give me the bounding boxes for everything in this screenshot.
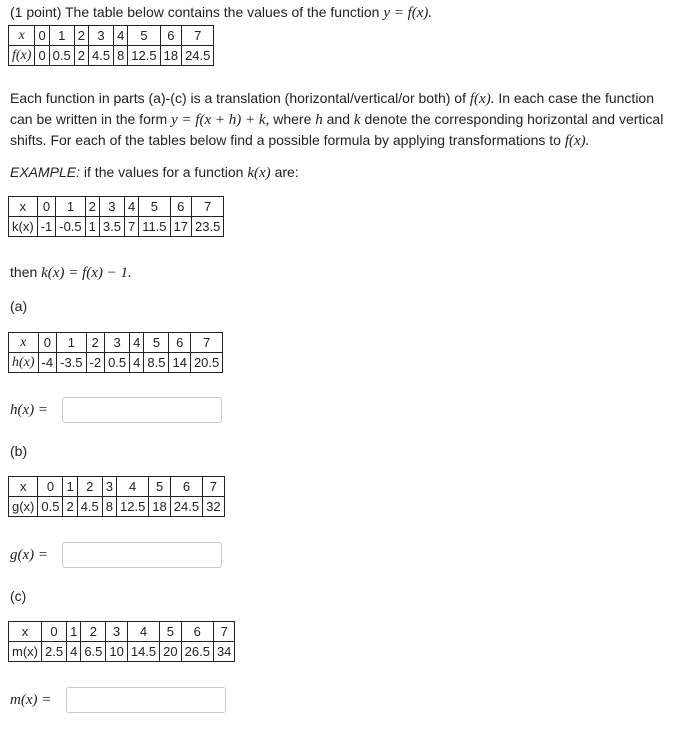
table-header-cell: 6 [170, 197, 191, 217]
table-value-row [9, 642, 235, 662]
table-value-cell: 1 [85, 217, 99, 237]
table-header-cell: 4 [124, 197, 138, 217]
table-value-cell: 10 [106, 642, 127, 662]
table-value-cell: 0 [35, 46, 49, 66]
table-value-cell: 18 [160, 46, 181, 66]
table-header-cell: 5 [144, 333, 169, 353]
table-value-cell: 4 [67, 642, 81, 662]
table-value-cell: -4 [38, 353, 57, 373]
table-value-cell: 0.5 [49, 46, 74, 66]
description-paragraph: Each function in parts (a)-(c) is a translation (horizontal/vertical/or both) of f(x). In each case the function can be written in the form y = f(x + h) + k, where h and k denote the corresponding horizontal and vertical shifts. For each of the tables below find a possible formula by applying transformations to f(x). [10, 90, 664, 149]
table-header-row [9, 622, 235, 642]
answer-label-g: g(x) = [10, 547, 49, 563]
table-header-cell: 7 [192, 197, 224, 217]
table-header-cell: 1 [56, 197, 85, 217]
table-header-cell: 5 [160, 622, 181, 642]
table-value-cell: 12.5 [128, 46, 160, 66]
table-header-cell: 2 [86, 333, 105, 353]
table-value-cell: 20 [160, 642, 181, 662]
table-value-cell: 4.5 [77, 497, 102, 517]
problem-intro [10, 2, 670, 23]
part-a-label: (a) [10, 298, 28, 314]
table-header-cell: 6 [181, 622, 213, 642]
table-header-cell: 0 [38, 477, 63, 497]
table-value-cell: 20.5 [190, 353, 222, 373]
answer-label-m: m(x) = [10, 692, 52, 708]
table-header-cell: 3 [99, 197, 124, 217]
table-header-cell: 4 [130, 333, 144, 353]
table-header-cell: 2 [74, 26, 88, 46]
table-value-cell: -2 [86, 353, 105, 373]
table-value-cell: 18 [149, 497, 170, 517]
table-header-label: x [9, 622, 42, 642]
table-header-cell: 6 [160, 26, 181, 46]
table-value-cell: -1 [37, 217, 56, 237]
table-header-cell: 4 [117, 477, 149, 497]
table-value-cell: 14 [169, 353, 190, 373]
table-value-row [9, 353, 223, 373]
table-value-cell: -0.5 [56, 217, 85, 237]
table-header-row [9, 333, 223, 353]
table-value-cell: 24.5 [182, 46, 214, 66]
table-m [8, 621, 235, 662]
table-value-row [9, 217, 224, 237]
table-header-cell: 0 [38, 333, 57, 353]
table-header-cell: 7 [190, 333, 222, 353]
table-value-cell: 0.5 [38, 497, 63, 517]
table-header-cell: 4 [114, 26, 128, 46]
table-value-cell: 32 [203, 497, 224, 517]
table-header-cell: 0 [42, 622, 67, 642]
table-header-row [9, 477, 225, 497]
table-header-cell: 4 [127, 622, 159, 642]
table-f [8, 25, 214, 66]
table-value-cell: 7 [124, 217, 138, 237]
table-value-cell: 26.5 [181, 642, 213, 662]
table-h [8, 332, 223, 373]
table-value-cell: -3.5 [57, 353, 86, 373]
table-header-cell: 3 [88, 26, 113, 46]
table-header-cell: 6 [170, 477, 202, 497]
table-header-cell: 2 [85, 197, 99, 217]
table-value-cell: 6.5 [81, 642, 106, 662]
table-header-cell: 7 [203, 477, 224, 497]
table-value-cell: 11.5 [139, 217, 170, 237]
table-value-cell: 2 [63, 497, 77, 517]
table-header-cell: 7 [213, 622, 234, 642]
table-value-cell: 17 [170, 217, 191, 237]
answer-input-h[interactable] [62, 397, 222, 423]
table-header-cell: 1 [63, 477, 77, 497]
table-header-cell: 2 [77, 477, 102, 497]
table-g [8, 476, 225, 517]
table-header-cell: 0 [35, 26, 49, 46]
table-value-cell: 8.5 [144, 353, 169, 373]
table-value-cell: 8 [114, 46, 128, 66]
table-header-label: x [9, 26, 35, 46]
answer-input-g[interactable] [62, 542, 222, 568]
table-value-cell: 34 [213, 642, 234, 662]
table-header-cell: 6 [169, 333, 190, 353]
table-value-row [9, 497, 225, 517]
table-value-cell: 0.5 [105, 353, 130, 373]
intro-function: y = f(x). [383, 5, 433, 21]
part-b-label: (b) [10, 443, 28, 459]
table-header-row [9, 26, 214, 46]
table-value-cell: 23.5 [192, 217, 224, 237]
example-line: EXAMPLE: if the values for a function k(x) are: [10, 164, 299, 181]
table-value-cell: 3.5 [99, 217, 124, 237]
table-value-cell: 2 [74, 46, 88, 66]
table-header-cell: 2 [81, 622, 106, 642]
table-header-cell: 7 [182, 26, 214, 46]
table-header-label: x [9, 333, 39, 353]
table-row-label: k(x) [9, 217, 38, 237]
table-header-cell: 5 [139, 197, 170, 217]
table-header-cell: 1 [49, 26, 74, 46]
table-value-cell: 24.5 [170, 497, 202, 517]
table-row-label: g(x) [9, 497, 38, 517]
table-value-cell: 12.5 [117, 497, 149, 517]
intro-text: The table below contains the values of the function [65, 4, 380, 20]
table-value-cell: 2.5 [42, 642, 67, 662]
table-header-cell: 1 [57, 333, 86, 353]
table-value-cell: 4 [130, 353, 144, 373]
table-value-cell: 8 [102, 497, 116, 517]
table-header-label: x [9, 477, 38, 497]
table-row-label: h(x) [9, 353, 39, 373]
table-row-label: m(x) [9, 642, 42, 662]
table-header-row [9, 197, 224, 217]
answer-label-h: h(x) = [10, 402, 49, 418]
table-header-cell: 3 [102, 477, 116, 497]
table-header-cell: 5 [149, 477, 170, 497]
table-header-cell: 3 [106, 622, 127, 642]
answer-input-m[interactable] [66, 687, 226, 713]
table-value-row [9, 46, 214, 66]
table-header-cell: 5 [128, 26, 160, 46]
table-header-cell: 1 [67, 622, 81, 642]
table-row-label: f(x) [9, 46, 35, 66]
table-header-cell: 0 [37, 197, 56, 217]
table-k [8, 196, 224, 237]
table-value-cell: 4.5 [88, 46, 113, 66]
points-label: (1 point) [10, 4, 62, 20]
table-header-cell: 3 [105, 333, 130, 353]
example-lead: EXAMPLE: [10, 164, 81, 180]
part-c-label: (c) [10, 588, 27, 604]
example-result: then k(x) = f(x) − 1. [10, 264, 132, 281]
table-header-label: x [9, 197, 38, 217]
table-value-cell: 14.5 [127, 642, 159, 662]
